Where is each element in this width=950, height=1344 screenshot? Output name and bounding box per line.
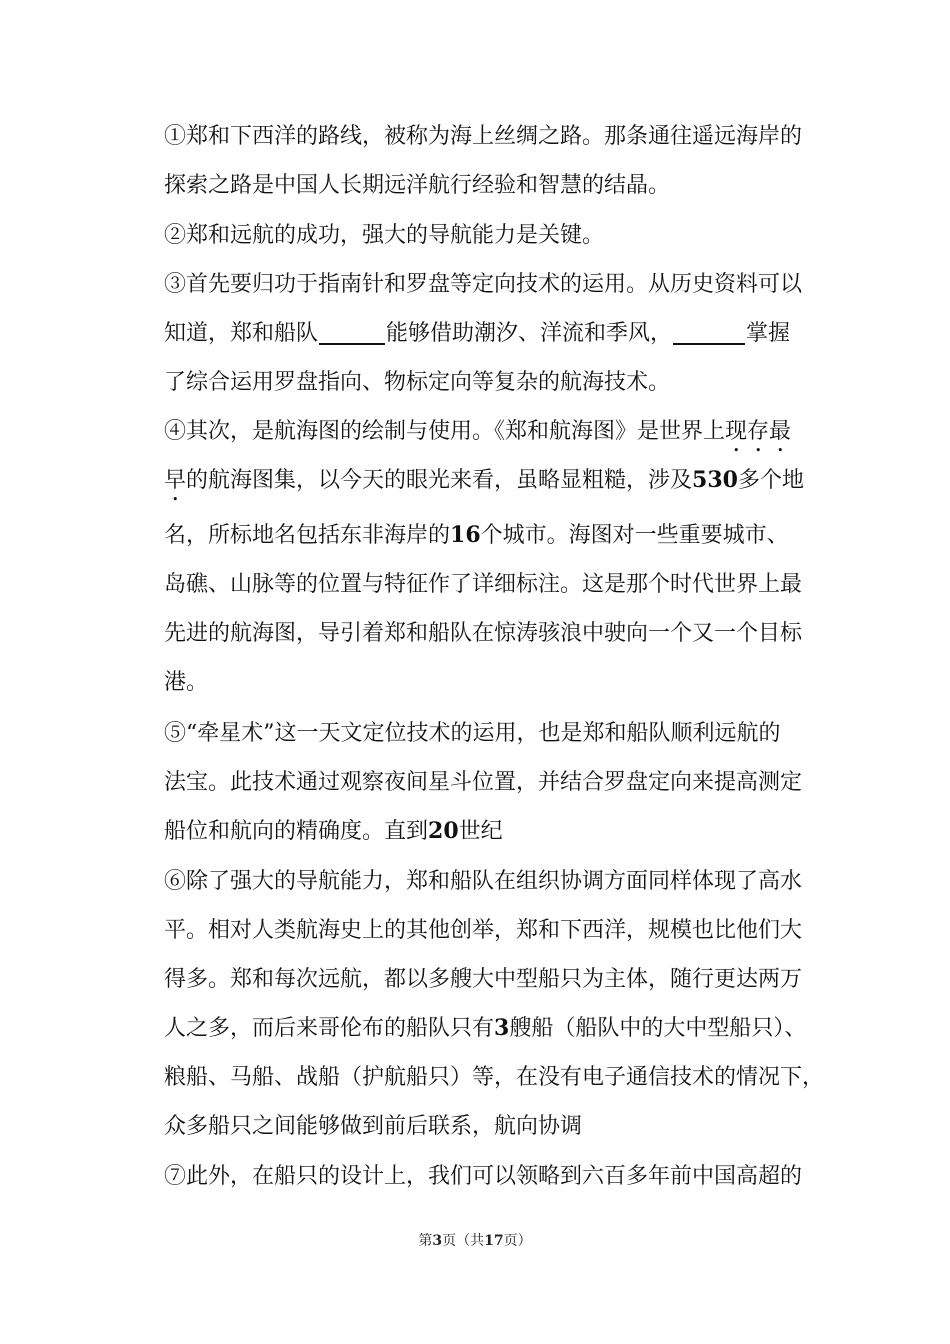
text-segment: 的航海图集，以今天的眼光来看，虽略显粗糙，涉及 [186, 468, 693, 493]
footer-prefix: 第 [418, 1233, 433, 1249]
paragraph-6 [164, 857, 825, 1151]
text-segment: 能够借助潮汐、洋流和季风， [386, 321, 673, 346]
text-line: ①郑和下西洋的路线，被称为海上丝绸之路。那条通往遥远海岸的 [164, 124, 803, 149]
fill-in-blank-1[interactable] [319, 343, 385, 345]
number-530: 530 [692, 467, 738, 493]
text-line [164, 407, 809, 456]
text-line: 得多。郑和每次远航，都以多艘大中型船只为主体，随行更达两万 [164, 967, 803, 992]
text-line [164, 1004, 809, 1053]
fill-in-blank-2[interactable] [673, 343, 745, 345]
page-footer [0, 1230, 950, 1250]
paragraph-1 [164, 112, 809, 210]
paragraph-4 [164, 407, 809, 707]
text-line: 港。 [164, 670, 209, 695]
text-segment: 名，所标地名包括东非海岸的 [164, 523, 451, 548]
text-segment: 个城市。海图对一些重要城市、 [480, 523, 789, 548]
text-line: 探索之路是中国人长期远洋航行经验和智慧的结晶。 [164, 173, 671, 198]
emphasized-text: 早 [164, 468, 187, 493]
text-line: 法宝。此技术通过观察夜间星斗位置，并结合罗盘定向来提高测定 [164, 770, 803, 795]
text-segment: 船位和航向的精确度。直到 [164, 819, 429, 844]
text-segment: 艘船（船队中的大中型船只）、 [509, 1016, 807, 1041]
text-segment: ④其次，是航海图的绘制与使用。《郑和航海图》是世界上 [164, 419, 726, 444]
text-line: ⑥除了强大的导航能力，郑和船队在组织协调方面同样体现了高水 [164, 869, 803, 894]
total-page-count: 17 [484, 1233, 504, 1249]
text-segment: 世纪 [458, 819, 503, 844]
text-line: 先进的航海图，导引着郑和船队在惊涛骇浪中驶向一个又一个目标 [164, 621, 803, 646]
number-3: 3 [494, 1015, 510, 1041]
text-line: 了综合运用罗盘指向、物标定向等复杂的航海技术。 [164, 370, 671, 395]
current-page-number: 3 [432, 1233, 443, 1249]
number-16: 16 [450, 522, 481, 548]
text-line: ②郑和远航的成功，强大的导航能力是关键。 [164, 223, 605, 248]
text-line: ⑦此外，在船只的设计上，我们可以领略到六百多年前中国高超的 [164, 1164, 803, 1189]
text-line: 平。相对人类航海史上的其他创举，郑和下西洋，规模也比他们大 [164, 918, 803, 943]
text-line [164, 456, 809, 505]
text-segment: 知道，郑和船队 [164, 321, 319, 346]
text-line: 众多船只之间能够做到前后联系，航向协调 [164, 1114, 583, 1139]
paragraph-7 [164, 1152, 809, 1201]
number-20: 20 [428, 818, 459, 844]
text-line: ③首先要归功于指南针和罗盘等定向技术的运用。从历史资料可以 [164, 272, 803, 297]
text-line [164, 807, 809, 856]
paragraph-2 [164, 211, 809, 260]
footer-mid: 页（共 [442, 1233, 485, 1249]
emphasized-text: 现存最 [725, 419, 792, 444]
paragraph-3 [164, 260, 809, 407]
text-line: 粮船、马船、战船（护航船只）等，在没有电子通信技术的情况下， [164, 1065, 825, 1090]
footer-suffix: 页） [503, 1233, 532, 1249]
text-line: 岛礁、山脉等的位置与特征作了详细标注。这是那个时代世界上最 [164, 572, 803, 597]
text-line: ⑤“牵星术”这一天文定位技术的运用，也是郑和船队顺利远航的 [164, 721, 781, 746]
text-segment: 掌握 [746, 321, 791, 346]
text-segment: 人之多，而后来哥伦布的船队只有 [164, 1016, 495, 1041]
text-line-with-blanks [164, 309, 809, 358]
text-line [164, 511, 809, 560]
paragraph-5 [164, 709, 809, 856]
text-segment: 多个地 [737, 468, 804, 493]
